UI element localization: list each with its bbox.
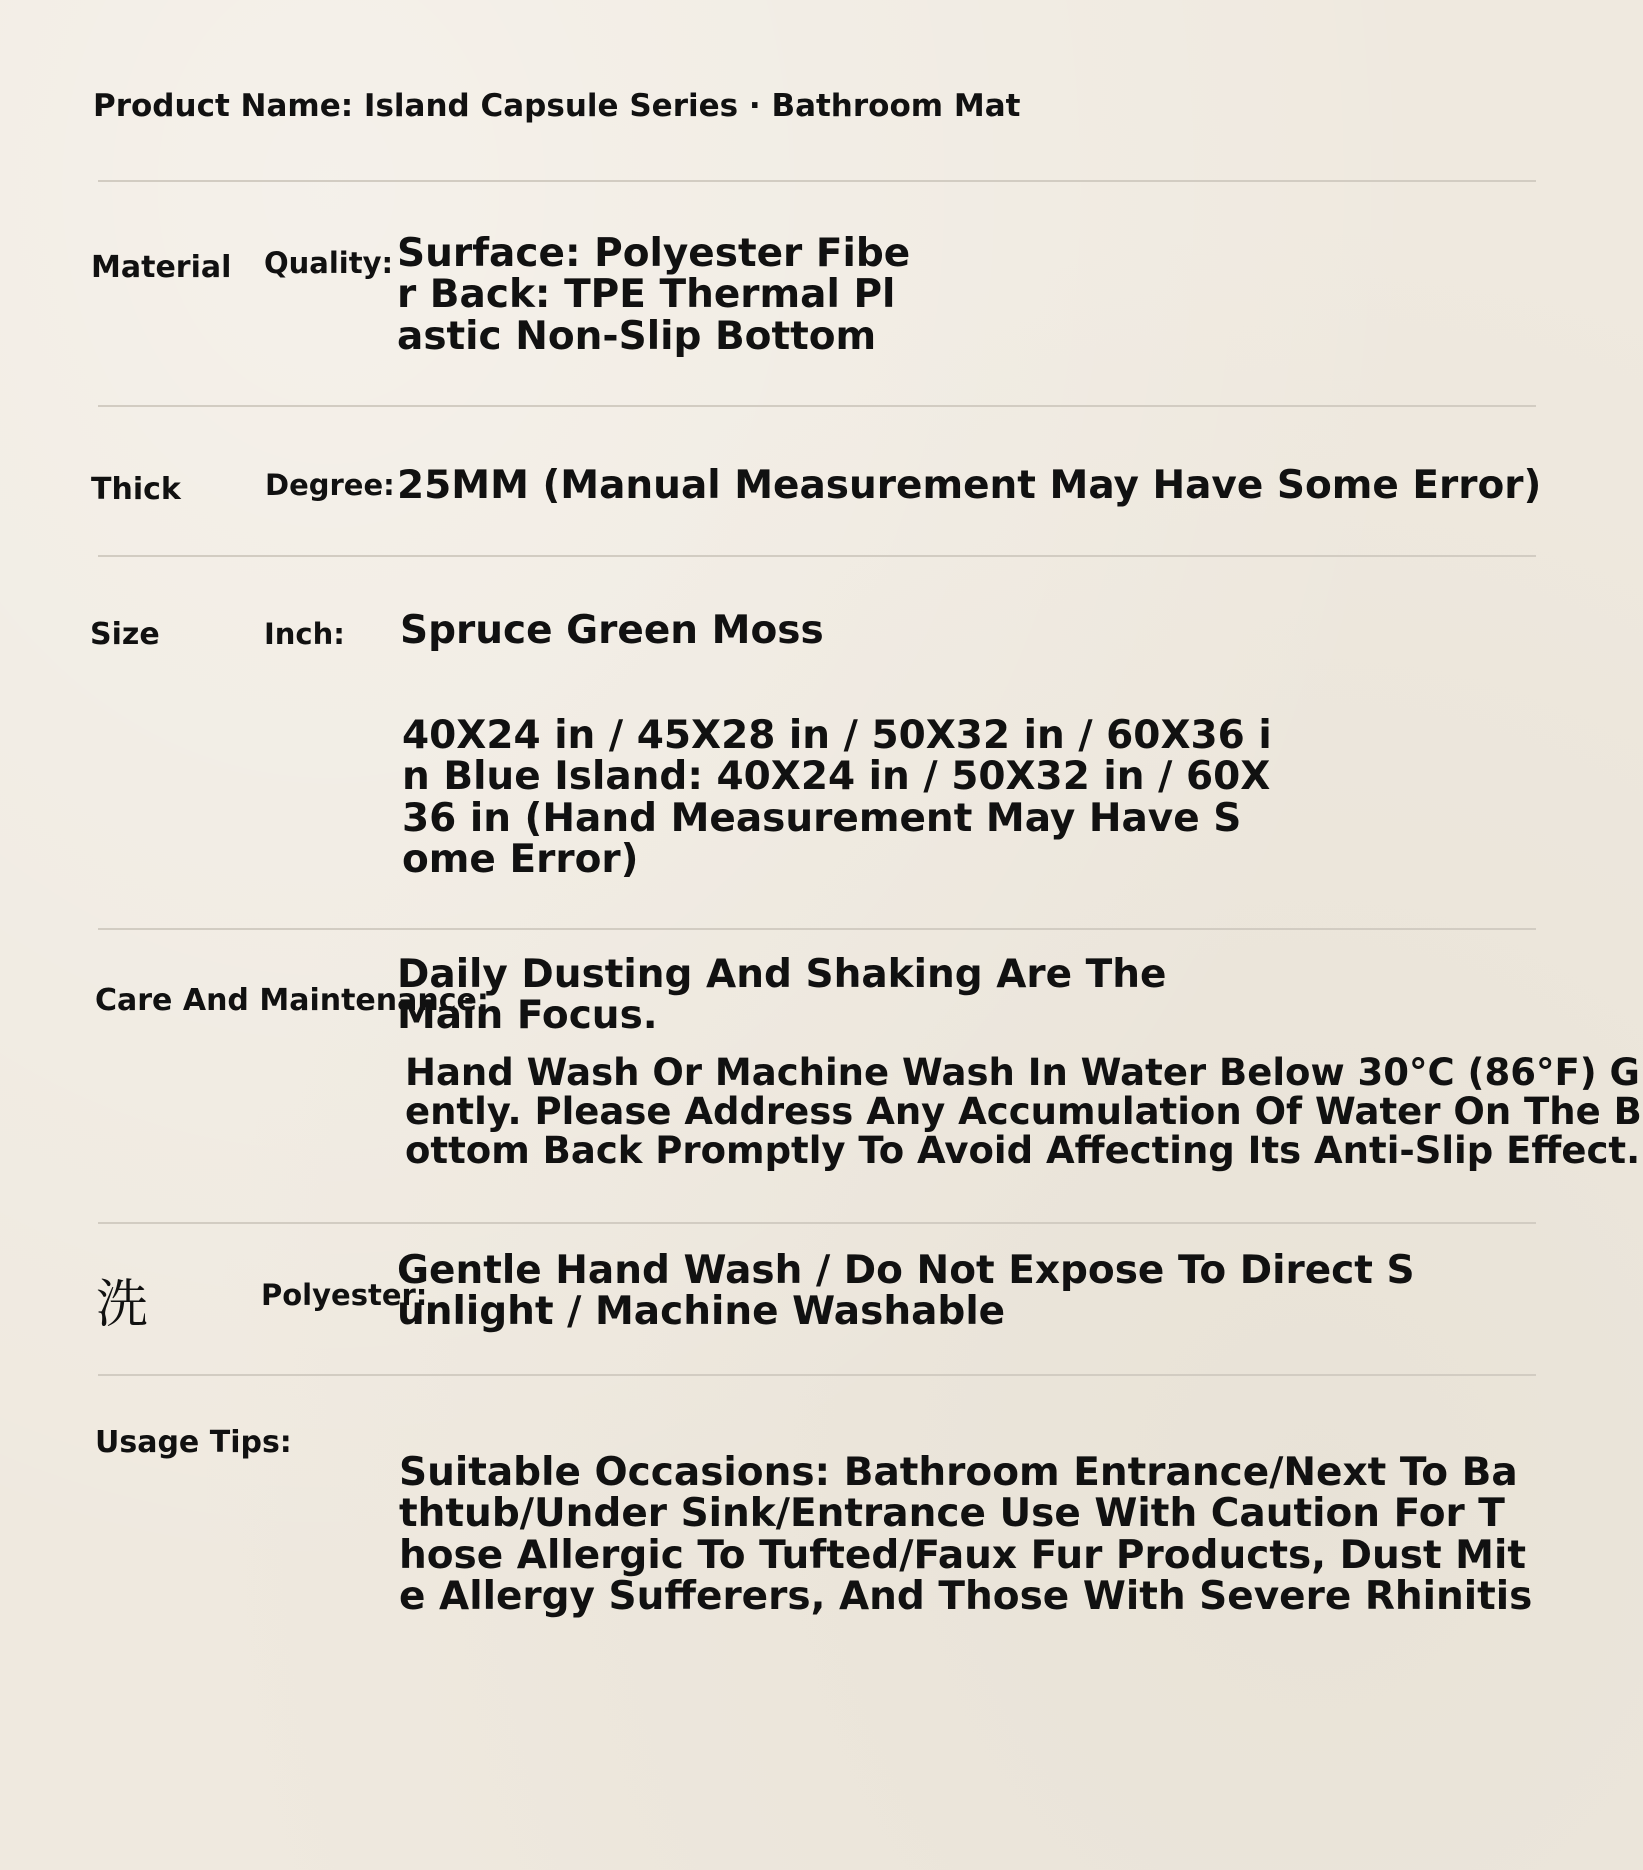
thickness-value: 25MM (Manual Measurement May Have Some Error): [397, 463, 1542, 508]
material-label: Material: [91, 250, 232, 285]
divider: [98, 180, 1536, 182]
thickness-degree-label: Degree:: [265, 468, 395, 502]
usage-value: Suitable Occasions: Bathroom Entrance/Next To Ba thtub/Under Sink/Entrance Use With Caution For T hose Allergic To Tufted/Faux Fur Products, Dust Mit e Allergy Sufferers, And Those With Severe Rhinitis: [399, 1450, 1533, 1619]
care-title: Daily Dusting And Shaking Are The Main Focus.: [397, 952, 1167, 1039]
divider: [98, 1374, 1536, 1376]
size-color-name: Spruce Green Moss: [400, 608, 824, 653]
care-label: Care And Maintenance:: [95, 983, 489, 1018]
material-quality-label: Quality:: [264, 246, 394, 280]
size-value: 40X24 in / 45X28 in / 50X32 in / 60X36 i n Blue Island: 40X24 in / 50X32 in / 60X 36 in (Hand Measurement May Have S ome Error): [402, 713, 1272, 882]
wash-value: Gentle Hand Wash / Do Not Expose To Direct S unlight / Machine Washable: [397, 1248, 1415, 1335]
divider: [98, 405, 1536, 407]
divider: [98, 555, 1536, 557]
thickness-label: Thick: [91, 472, 181, 507]
size-inch-label: Inch:: [264, 617, 345, 651]
material-value: Surface: Polyester Fibe r Back: TPE Thermal Pl astic Non-Slip Bottom: [397, 231, 911, 359]
wash-polyester-label: Polyester:: [261, 1278, 428, 1312]
product-name: Product Name: Island Capsule Series · Bathroom Mat: [93, 88, 1021, 124]
usage-label: Usage Tips:: [95, 1425, 292, 1460]
care-value: Hand Wash Or Machine Wash In Water Below 30°C (86°F) G ently. Please Address Any Accumulation Of Water On The B ottom Back Promptly To Avoid Affecting Its Anti-Slip Effect.: [405, 1051, 1642, 1173]
wash-glyph: 洗: [96, 1275, 149, 1335]
divider: [98, 1222, 1536, 1224]
divider: [98, 928, 1536, 930]
size-label: Size: [90, 617, 160, 652]
